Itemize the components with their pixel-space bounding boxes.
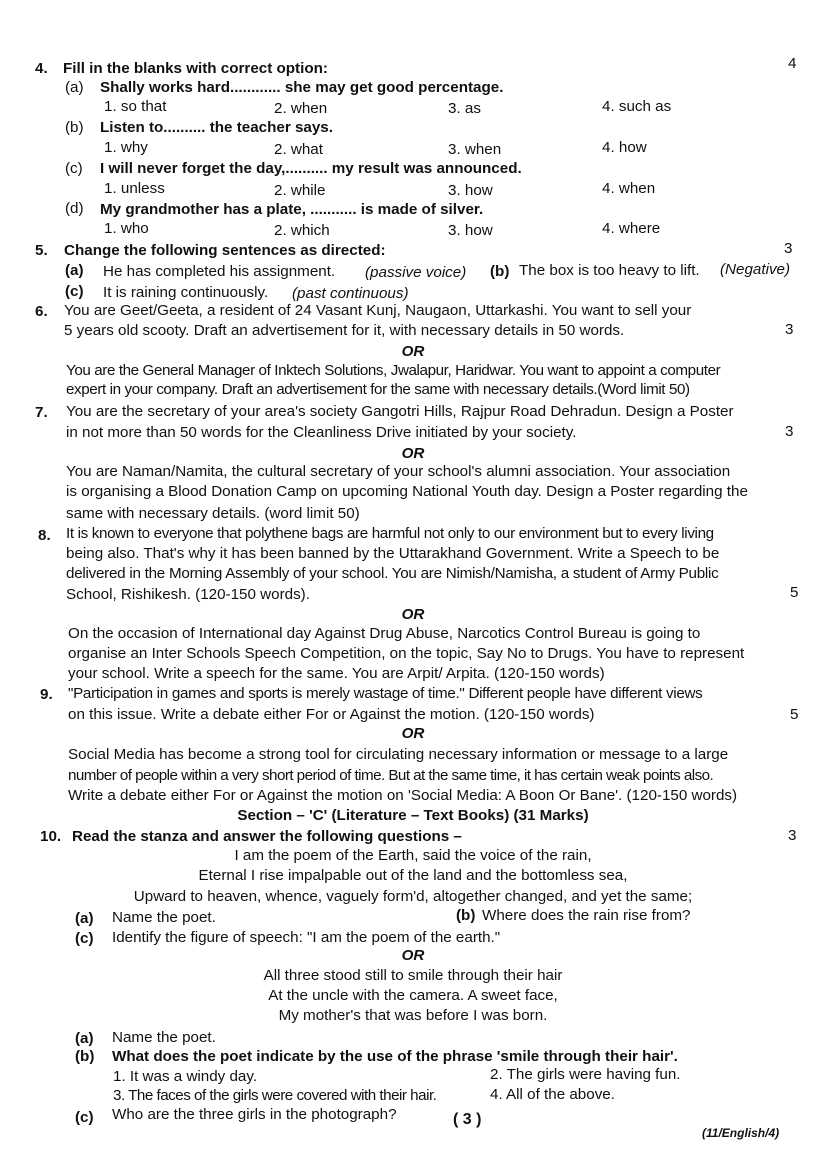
marks: 3 [785, 423, 794, 440]
option: 4. where [602, 220, 661, 237]
poem-line: All three stood still to smile through their hair [263, 967, 563, 984]
option: 4. how [602, 139, 647, 156]
text-line: expert in your company. Draft an advertisement for the same with necessary details.(Word limit 50) [66, 381, 690, 398]
item-text: Name the poet. [112, 909, 216, 926]
text-line: You are Naman/Namita, the cultural secretary of your school's alumni association. Your association [66, 463, 731, 480]
option: 3. how [448, 182, 493, 199]
text-line: "Participation in games and sports is merely wastage of time." Different people have different views [68, 685, 703, 702]
item-label: (a) [65, 79, 84, 96]
option: 1. It was a windy day. [113, 1068, 258, 1085]
text-line: On the occasion of International day Against Drug Abuse, Narcotics Control Bureau is going to [68, 625, 701, 642]
text-line: your school. Write a speech for the same. You are Arpit/ Arpita. (120-150 words) [68, 665, 605, 682]
question-number: 7. [35, 404, 48, 421]
text-line: It is known to everyone that polythene bags are harmful not only to our environment but to every living [66, 525, 714, 542]
or-divider: OR [401, 606, 425, 623]
item-text: Shally works hard............ she may get good percentage. [100, 79, 504, 96]
page-number: ( 3 ) [453, 1111, 482, 1128]
item-label: (a) [75, 1030, 94, 1047]
poem-line: My mother's that was before I was born. [278, 1007, 548, 1024]
option: 4. All of the above. [490, 1086, 615, 1103]
option: 2. what [274, 141, 323, 158]
item-text: The box is too heavy to lift. [519, 262, 700, 279]
item-label: (b) [490, 263, 510, 280]
item-label: (a) [75, 910, 94, 927]
item-label: (b) [75, 1048, 95, 1065]
text-line: same with necessary details. (word limit 50) [66, 505, 360, 522]
question-title: Change the following sentences as directed: [64, 242, 386, 259]
or-divider: OR [401, 343, 425, 360]
option: 1. why [104, 139, 148, 156]
item-text: I will never forget the day,.......... my result was announced. [100, 160, 522, 177]
item-text: My grandmother has a plate, ........... is made of silver. [100, 201, 484, 218]
item-text: Where does the rain rise from? [482, 907, 691, 924]
text-line: number of people within a very short period of time. But at the same time, it has certain weak points also. [68, 767, 714, 784]
marks: 5 [790, 584, 799, 601]
stanza-line: Upward to heaven, whence, vaguely form'd, altogether changed, and yet the same; [133, 888, 693, 905]
item-label: (b) [65, 119, 84, 136]
marks: 4 [788, 55, 797, 72]
question-number: 5. [35, 242, 48, 259]
text-line: being also. That's why it has been banned by the Uttarakhand Government. Write a Speech to be [66, 545, 720, 562]
question-number: 6. [35, 303, 48, 320]
item-hint: (Negative) [720, 261, 791, 278]
item-label: (c) [65, 160, 83, 177]
item-text: Identify the figure of speech: "I am the poem of the earth." [112, 929, 501, 946]
marks: 3 [784, 240, 793, 257]
text-line: in not more than 50 words for the Cleanliness Drive initiated by your society. [66, 424, 577, 441]
item-label: (a) [65, 262, 84, 279]
text-line: Write a debate either For or Against the motion on 'Social Media: A Boon Or Bane'. (120-150 words) [68, 787, 738, 804]
item-label: (b) [456, 907, 476, 924]
option: 2. which [274, 222, 330, 239]
option: 2. The girls were having fun. [490, 1066, 681, 1083]
item-label: (c) [65, 283, 84, 300]
text-line: Social Media has become a strong tool for circulating necessary information or message to a large [68, 746, 729, 763]
item-label: (c) [75, 930, 94, 947]
or-divider: OR [401, 725, 425, 742]
stanza-line: Eternal I rise impalpable out of the land and the bottomless sea, [198, 867, 628, 884]
text-line: organise an Inter Schools Speech Competition, on the topic, Say No to Drugs. You have to represent [68, 645, 745, 662]
option: 4. when [602, 180, 656, 197]
option: 2. while [274, 182, 326, 199]
option: 1. who [104, 220, 149, 237]
question-number: 9. [40, 686, 53, 703]
or-divider: OR [401, 445, 425, 462]
option: 3. when [448, 141, 502, 158]
item-hint: (passive voice) [365, 264, 467, 281]
option: 1. so that [104, 98, 167, 115]
text-line: on this issue. Write a debate either For or Against the motion. (120-150 words) [68, 706, 595, 723]
or-divider: OR [401, 947, 425, 964]
poem-line: At the uncle with the camera. A sweet face, [268, 987, 558, 1004]
item-text: Listen to.......... the teacher says. [100, 119, 333, 136]
stanza-line: I am the poem of the Earth, said the voice of the rain, [234, 847, 592, 864]
paper-code: (11/English/4) [702, 1126, 780, 1140]
text-line: delivered in the Morning Assembly of your school. You are Nimish/Namisha, a student of Army Public [66, 565, 719, 582]
text-line: You are the General Manager of Inktech Solutions, Jwalapur, Haridwar. You want to appoint a computer [66, 362, 721, 379]
item-text: He has completed his assignment. [103, 263, 336, 280]
marks: 5 [790, 706, 799, 723]
option: 3. how [448, 222, 493, 239]
marks: 3 [785, 321, 794, 338]
option: 3. as [448, 100, 481, 117]
question-title: Fill in the blanks with correct option: [63, 60, 328, 77]
item-text: Who are the three girls in the photograph? [112, 1106, 397, 1123]
item-text: What does the poet indicate by the use of the phrase 'smile through their hair'. [112, 1048, 678, 1065]
text-line: You are the secretary of your area's society Gangotri Hills, Rajpur Road Dehradun. Design a Poster [66, 403, 734, 420]
question-number: 10. [40, 828, 62, 845]
item-text: It is raining continuously. [103, 284, 269, 301]
option: 2. when [274, 100, 328, 117]
option: 1. unless [104, 180, 165, 197]
item-label: (d) [65, 200, 84, 217]
option: 3. The faces of the girls were covered with their hair. [113, 1087, 437, 1104]
text-line: School, Rishikesh. (120-150 words). [66, 586, 310, 603]
text-line: You are Geet/Geeta, a resident of 24 Vasant Kunj, Naugaon, Uttarkashi. You want to sell your [64, 302, 692, 319]
question-title: Read the stanza and answer the following questions – [72, 828, 462, 845]
question-number: 8. [38, 527, 51, 544]
marks: 3 [788, 827, 797, 844]
text-line: is organising a Blood Donation Camp on upcoming National Youth day. Design a Poster regarding the [66, 483, 748, 500]
item-label: (c) [75, 1109, 94, 1126]
question-number: 4. [35, 60, 48, 77]
section-heading: Section – 'C' (Literature – Text Books) (31 Marks) [237, 807, 589, 824]
item-text: Name the poet. [112, 1029, 216, 1046]
option: 4. such as [602, 98, 672, 115]
item-hint: (past continuous) [292, 285, 409, 302]
text-line: 5 years old scooty. Draft an advertisement for it, with necessary details in 50 words. [64, 322, 625, 339]
